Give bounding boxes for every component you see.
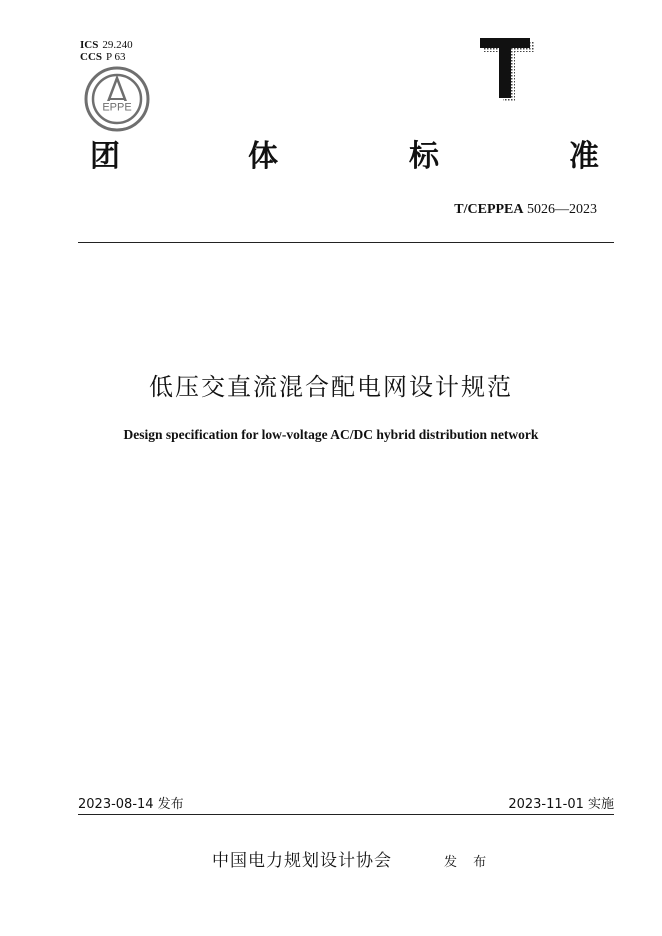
issue-date: 2023-08-14 发布 [78,797,184,812]
standard-type-char-1: 团 [90,139,120,174]
logo-text: EPPE [102,101,132,114]
ics-code: 29.240 [102,39,133,51]
standard-type-letter [478,36,536,104]
standard-number [454,202,597,218]
publish-label: 发 布 [444,855,493,870]
ccs-code-line [80,51,125,64]
standard-letter-text: T [478,36,479,37]
standard-number-value: 5026—2023 [527,202,597,217]
title-english: Design specification for low-voltage AC/DC hybrid distribution network [123,427,539,442]
implementation-date: 2023-11-01 实施 [508,797,614,812]
association-logo [84,66,150,132]
standard-code: T/CEPPEA [454,202,524,217]
standard-type-char-3: 标 [409,139,439,174]
ics-label: ICS [80,39,99,51]
ccs-code: P 63 [106,51,126,63]
standard-type-char-4: 准 [569,139,599,174]
standard-type-char-2: 体 [248,139,278,174]
issuer-name: 中国电力规划设计协会 [212,851,392,871]
top-divider [78,242,614,243]
bottom-divider [78,814,614,815]
ccs-label: CCS [80,51,103,63]
title-chinese: 低压交直流混合配电网设计规范 [149,373,513,401]
